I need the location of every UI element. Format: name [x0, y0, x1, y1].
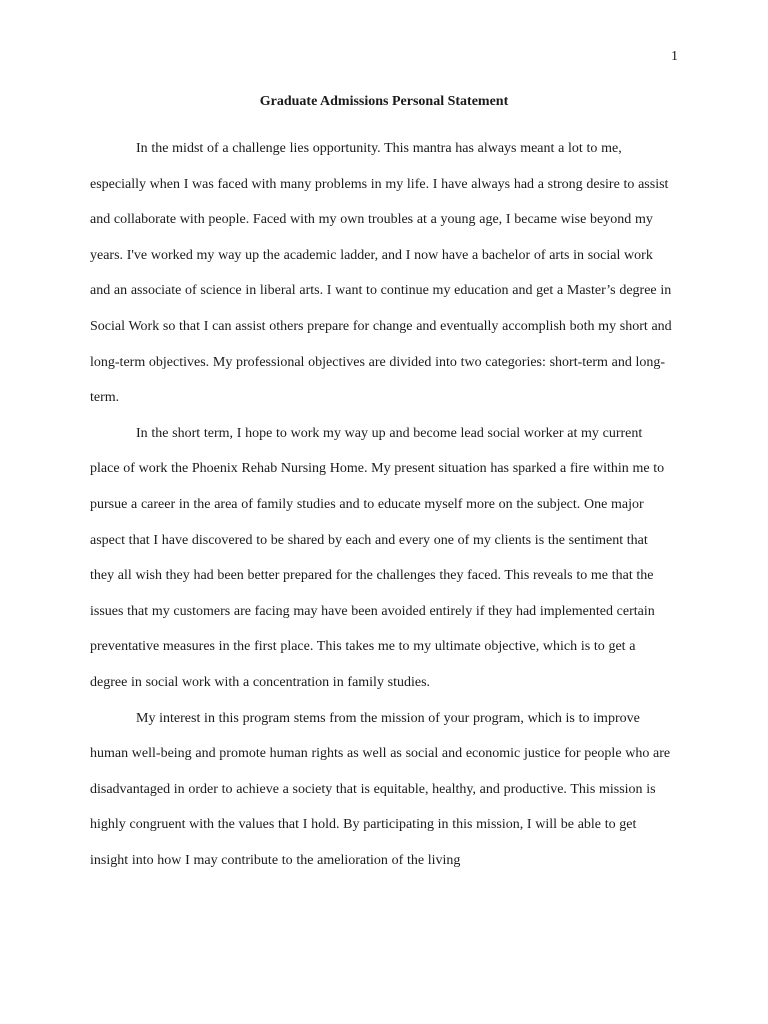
page-number: 1 — [671, 49, 678, 64]
document-body — [90, 131, 674, 878]
paragraph-short-term: In the short term, I hope to work my way up and become lead social worker at my current place of work the Phoenix Rehab Nursing Home. My present situation has sparked a fire within me to pursue a career in the area of family studies and to educate myself more on the subject. One major aspect that I have discovered to be shared by each and every one of my clients is the sentiment that they all wish they had been better prepared for the challenges they faced. This reveals to me that the issues that my customers are facing may have been avoided entirely if they had implemented certain preventative measures in the first place. This takes me to my ultimate objective, which is to get a degree in social work with a concentration in family studies. — [90, 425, 665, 690]
paragraph-program-interest: My interest in this program stems from the mission of your program, which is to improve human well-being and promote human rights as well as social and economic justice for people who are disadvantaged in order to achieve a society that is equitable, healthy, and productive. This mission is highly congruent with the values that I hold. By participating in this mission, I will be able to get insight into how I may contribute to the amelioration of the living — [90, 710, 671, 868]
document-title: Graduate Admissions Personal Statement — [259, 94, 509, 109]
paragraph-intro: In the midst of a challenge lies opportunity. This mantra has always meant a lot to me, especially when I was faced with many problems in my life. I have always had a strong desire to assist and collaborate with people. Faced with my own troubles at a young age, I became wise beyond my years. I've worked my way up the academic ladder, and I now have a bachelor of arts in social work and an associate of science in liberal arts. I want to continue my education and get a Master’s degree in Social Work so that I can assist others prepare for change and eventually accomplish both my short and long-term objectives. My professional objectives are divided into two categories: short-term and long-term. — [90, 141, 672, 406]
